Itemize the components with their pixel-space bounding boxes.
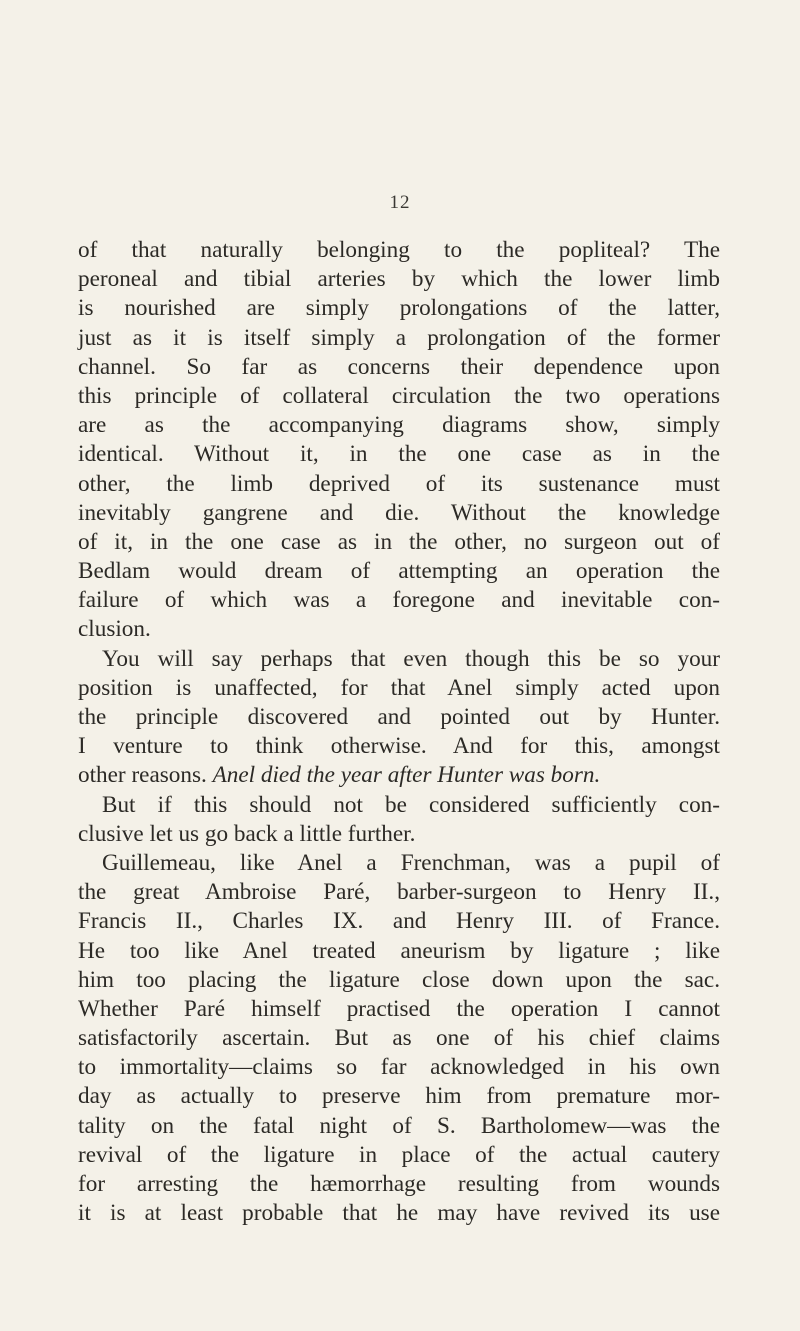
text-line	[78, 995, 720, 1024]
text-line-content: day as actually to preserve him from premature mor-	[78, 1083, 720, 1110]
text-line	[78, 528, 720, 557]
text-line-content: are as the accompanying diagrams show, simply	[78, 412, 720, 439]
text-line	[78, 703, 720, 732]
text-line-content: position is unaffected, for that Anel simply acted upon	[78, 674, 720, 701]
body-text	[78, 236, 720, 1228]
text-line	[78, 1199, 720, 1228]
text-line-content: peroneal and tibial arteries by which the lower limb	[78, 266, 720, 293]
text-line-content: the great Ambroise Paré, barber-surgeon to Henry II.,	[78, 879, 720, 906]
text-line	[78, 820, 720, 849]
text-line	[78, 907, 720, 936]
text-line-content: I venture to think otherwise. And for this, amongst	[78, 733, 720, 760]
text-line	[78, 294, 720, 323]
text-line-content: Francis II., Charles IX. and Henry III. of France.	[78, 908, 720, 935]
italic-phrase: Anel died the year after Hunter was born.	[212, 762, 601, 789]
text-line-content: just as it is itself simply a prolongation of the former	[78, 324, 720, 351]
text-line	[78, 878, 720, 907]
text-line-content: identical. Without it, in the one case as in the	[78, 441, 720, 468]
text-line-content: Whether Paré himself practised the operation I cannot	[78, 995, 720, 1022]
text-line	[78, 382, 720, 411]
text-line-content: of that naturally belonging to the popliteal? The	[78, 237, 720, 263]
text-line	[78, 1112, 720, 1141]
page-number: 12	[389, 192, 411, 213]
text-line	[78, 1053, 720, 1082]
text-line	[78, 586, 720, 615]
text-line-content: You will say perhaps that even though this be so your	[102, 645, 720, 672]
text-line	[78, 499, 720, 528]
text-line	[78, 966, 720, 995]
text-line	[78, 557, 720, 586]
text-line	[78, 645, 720, 674]
text-line-content: him too placing the ligature close down upon the sac.	[78, 966, 720, 993]
text-line-content: is nourished are simply prolongations of the latter,	[78, 295, 720, 322]
text-line	[78, 1082, 720, 1111]
text-line	[78, 470, 720, 499]
text-line-content: channel. So far as concerns their dependence upon	[78, 353, 720, 380]
text-line-content: of it, in the one case as in the other, no surgeon out of	[78, 528, 720, 555]
text-line-content: tality on the fatal night of S. Bartholomew—was the	[78, 1112, 720, 1139]
text-line	[78, 440, 720, 469]
text-line	[78, 236, 720, 265]
text-line-content: Guillemeau, like Anel a Frenchman, was a pupil of	[102, 849, 720, 876]
text-line	[78, 1024, 720, 1053]
text-line	[78, 761, 720, 790]
text-line-content: But if this should not be considered sufficiently con-	[102, 791, 720, 818]
text-line-content: clusive let us go back a little further.	[78, 820, 416, 847]
text-line-content: satisfactorily ascertain. But as one of his chief claims	[78, 1025, 720, 1052]
text-line	[78, 1141, 720, 1170]
text-line	[78, 324, 720, 353]
text-line	[78, 791, 720, 820]
text-line-content: inevitably gangrene and die. Without the knowledge	[78, 499, 720, 526]
text-line-content: revival of the ligature in place of the actual cautery	[78, 1141, 720, 1168]
text-line-content: it is at least probable that he may have revived its use	[78, 1200, 720, 1227]
text-line	[78, 937, 720, 966]
text-line	[78, 1170, 720, 1199]
text-line	[78, 732, 720, 761]
text-line-content: failure of which was a foregone and inevitable con-	[78, 587, 720, 614]
text-line-content: the principle discovered and pointed out by Hunter.	[78, 704, 720, 730]
text-line-content: other, the limb deprived of its sustenance must	[78, 470, 720, 497]
text-line	[78, 674, 720, 703]
text-line-content: clusion.	[78, 616, 151, 643]
text-line-content: He too like Anel treated aneurism by ligature ; like	[78, 937, 720, 964]
text-line-content: Bedlam would dream of attempting an operation the	[78, 558, 720, 585]
text-line	[78, 265, 720, 294]
text-line	[78, 615, 720, 644]
text-line	[78, 353, 720, 382]
text-line-content: this principle of collateral circulation the two operations	[78, 382, 720, 409]
text-line-content: other reasons.	[78, 762, 207, 789]
text-line-content: for arresting the hæmorrhage resulting from wounds	[78, 1171, 720, 1197]
text-line	[78, 411, 720, 440]
text-line	[78, 849, 720, 878]
text-line-content: to immortality—claims so far acknowledged in his own	[78, 1054, 720, 1081]
